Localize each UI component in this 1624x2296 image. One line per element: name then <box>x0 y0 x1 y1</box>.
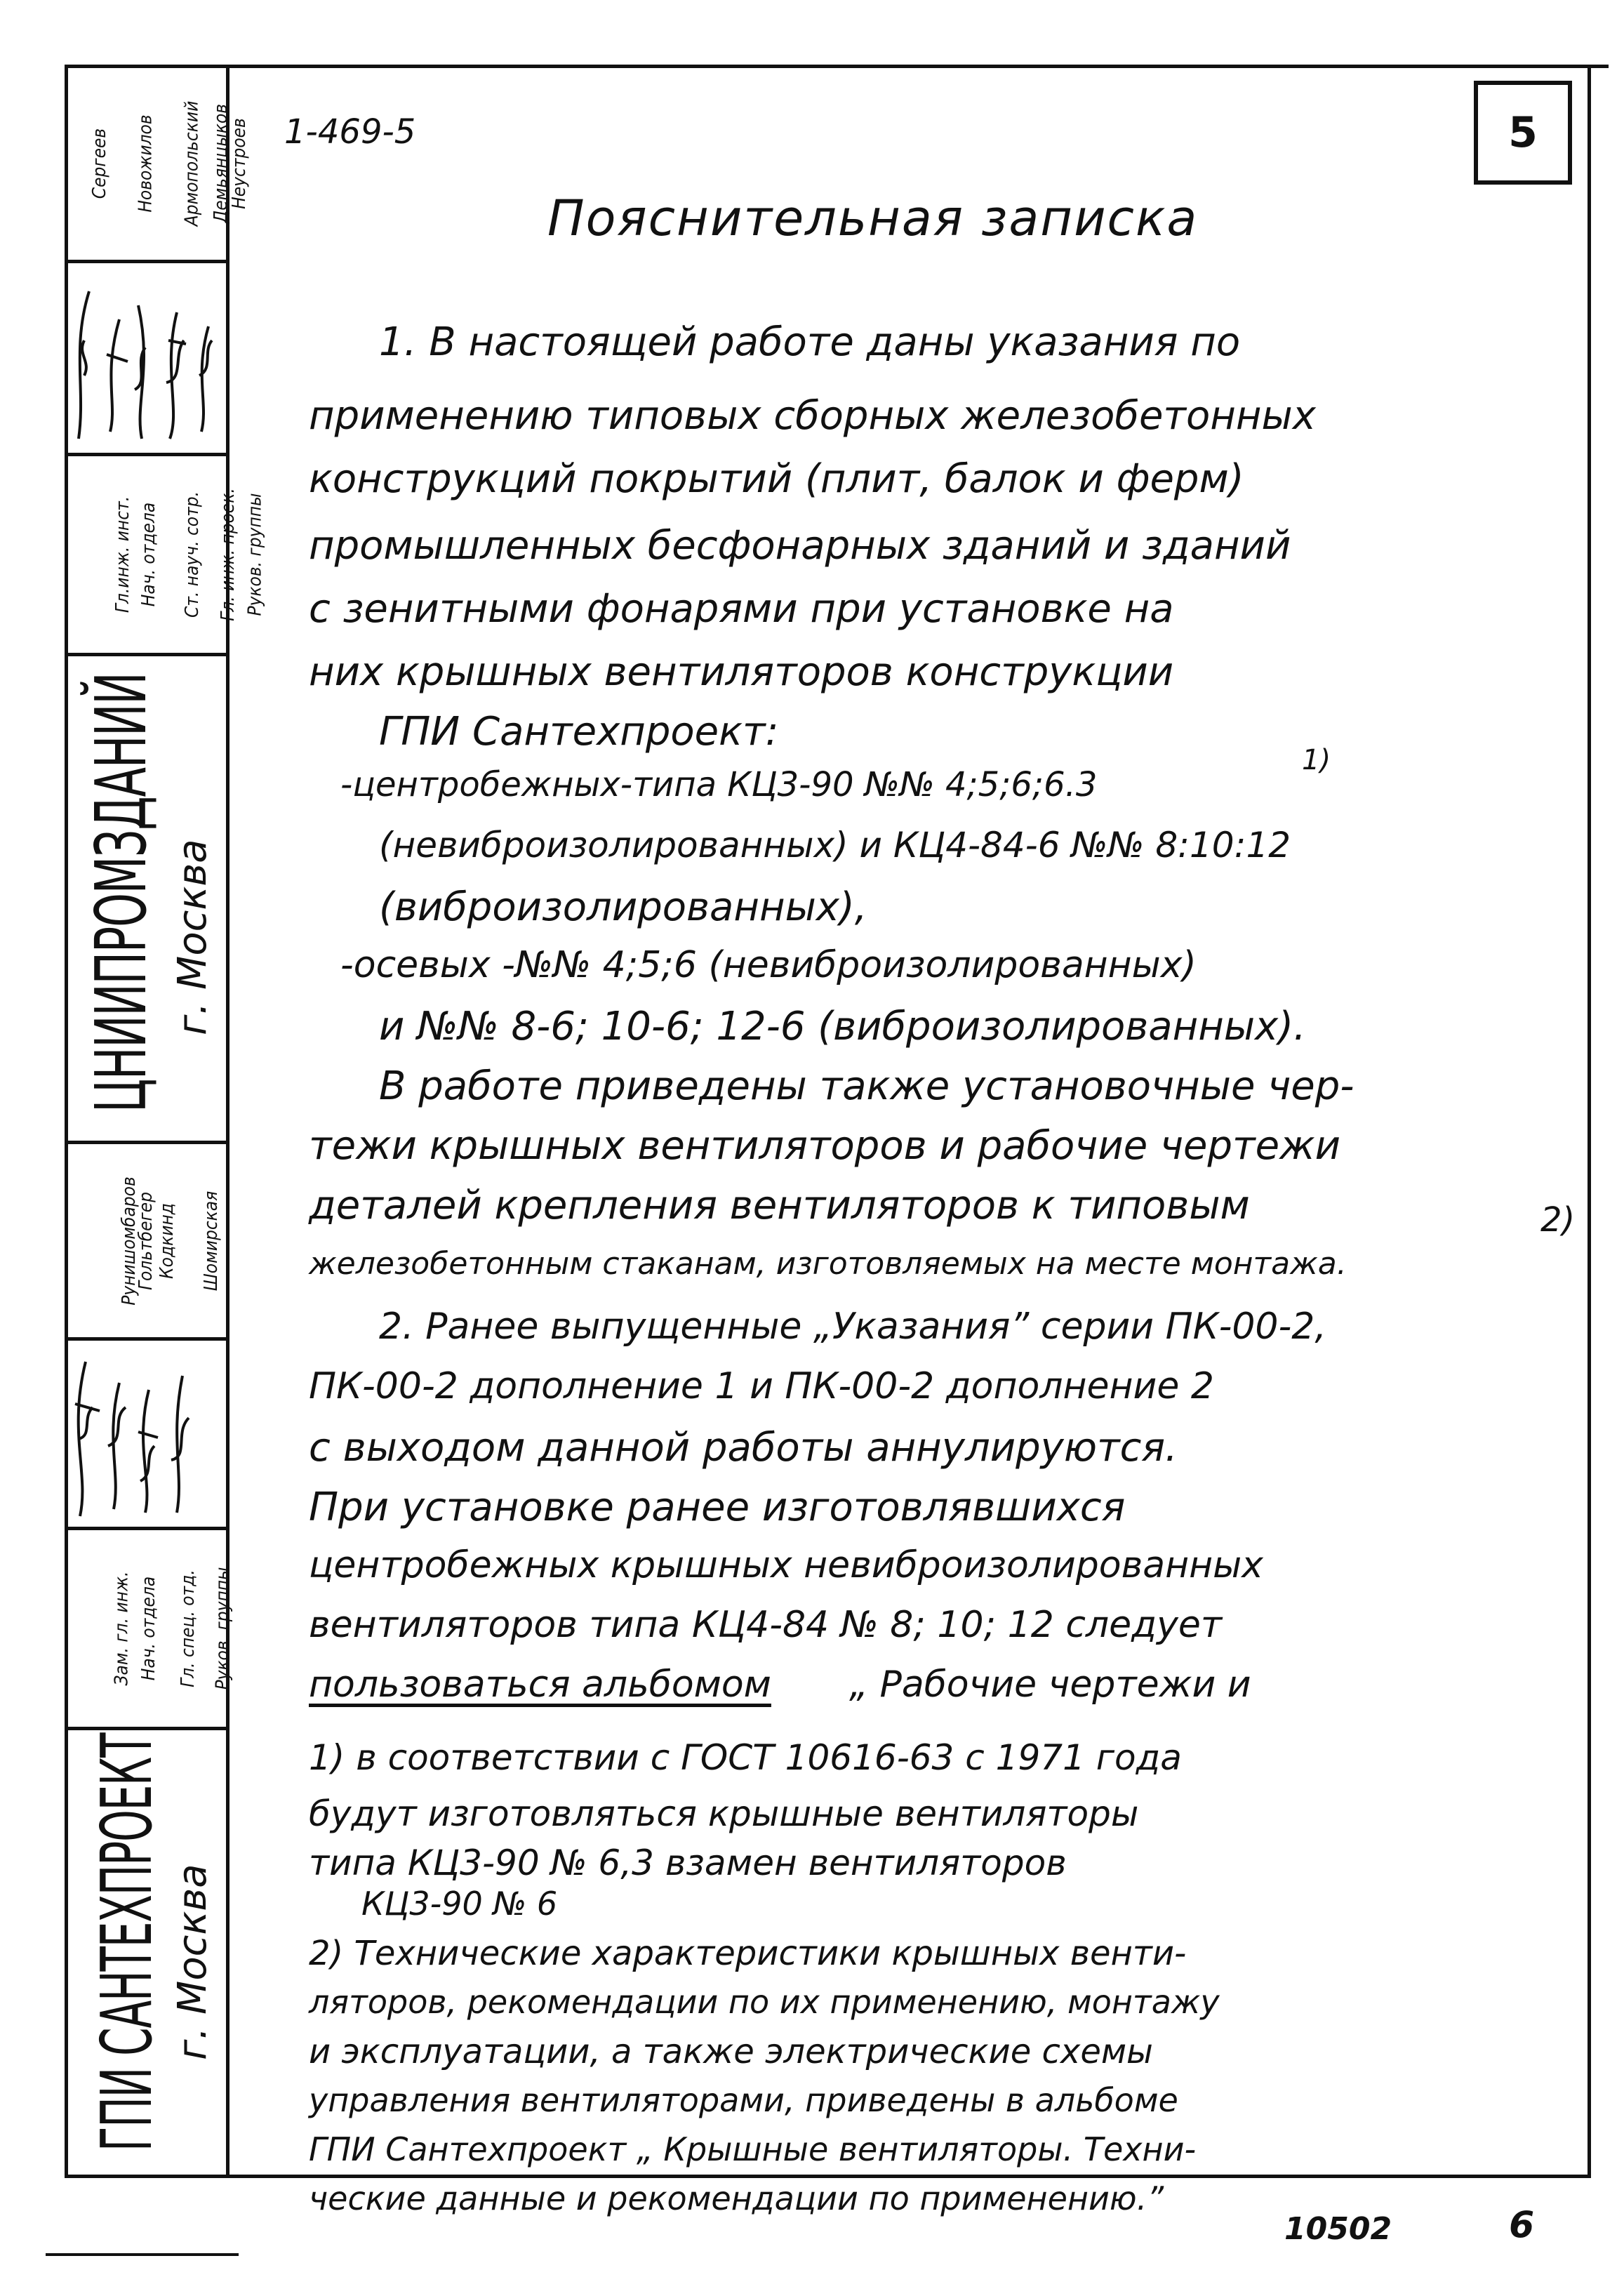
upper-name-2: Новожилов <box>135 114 157 213</box>
upper-role-1: Гл.инж. инст. <box>112 496 134 613</box>
footnote-line: и эксплуатации, а также электрические схемы <box>309 2032 1153 2071</box>
lower-role-2: Нач. отдела <box>138 1576 160 1681</box>
body-line: конструкций покрытий (плит, балок и ферм) <box>309 456 1244 502</box>
upper-name-1: Сергеев <box>89 128 111 199</box>
lower-role-3: Гл. спец. отд. <box>177 1570 199 1687</box>
body-line: центробежных крышных невиброизолированных <box>309 1544 1263 1586</box>
lower-name-3: Кодкинд <box>156 1202 178 1279</box>
body-line: При установке ранее изготовлявшихся <box>309 1485 1126 1530</box>
city-lower: г. Москва <box>170 1864 215 2060</box>
org-upper: ЦНИИПРОМЗДАНИЙ <box>80 672 162 1113</box>
body-line: и №№ 8-6; 10-6; 12-6 (виброизолированных). <box>379 1004 1306 1049</box>
body-line: с зенитными фонарями при установке на <box>309 586 1174 632</box>
body-line-underlined: пользоваться альбомом <box>309 1664 771 1706</box>
body-line: „ Рабочие чертежи и <box>849 1664 1251 1706</box>
upper-role-2: Нач. отдела <box>138 502 160 607</box>
footer-code: 10502 <box>1284 2211 1392 2247</box>
body-line: ГПИ Сантехпроект: <box>379 709 779 755</box>
body-line: тежи крышных вентиляторов и рабочие чертежи <box>309 1123 1340 1169</box>
body-line: железобетонным стаканам, изготовляемых на месте монтажа. <box>309 1246 1347 1282</box>
upper-name-3: Армопольский <box>181 100 203 226</box>
upper-name-5: Неустроев <box>228 117 250 209</box>
footer-page: 6 <box>1509 2204 1535 2246</box>
lower-name-2: Гольтбегер <box>135 1191 157 1290</box>
city-upper: г. Москва <box>170 839 215 1035</box>
body-line: них крышных вентиляторов конструкции <box>309 649 1174 695</box>
body-line: (невиброизолированных) и КЦ4-84-6 №№ 8:10:12 <box>379 825 1291 865</box>
footnote-line: ГПИ Сантехпроект „ Крышные вентиляторы. Техни- <box>309 2130 1197 2168</box>
lower-name-1: Рунишомбаров <box>118 1176 140 1306</box>
upper-role-5: Руков. группы <box>244 493 266 616</box>
body-line: вентиляторов типа КЦ4-84 № 8; 10; 12 следует <box>309 1604 1223 1646</box>
footnote-line: ческие данные и рекомендации по применению.” <box>309 2179 1164 2217</box>
body-line: с выходом данной работы аннулируются. <box>309 1425 1178 1471</box>
org-lower: ГПИ САНТЕХПРОЕКТ <box>86 1733 168 2151</box>
body-line: 1. В настоящей работе даны указания по <box>379 319 1241 365</box>
sheet-number: 5 <box>1508 108 1538 157</box>
body-line: деталей крепления вентиляторов к типовым <box>309 1183 1250 1228</box>
document-title: Пояснительная записка <box>547 190 1199 247</box>
lower-name-4: Шомирская <box>201 1190 222 1291</box>
upper-role-4: Гл. инж. проек. <box>217 488 239 621</box>
footnote-line: 1) в соответствии с ГОСТ 10616-63 с 1971 года <box>309 1737 1182 1778</box>
body-line: В работе приведены также установочные чер- <box>379 1063 1355 1109</box>
body-line: (виброизолированных), <box>379 884 867 930</box>
footnote-line: будут изготовляться крышные вентиляторы <box>309 1793 1139 1834</box>
footnote-mark-2: 2) <box>1540 1200 1576 1240</box>
footnote-line: управления вентиляторами, приведены в альбоме <box>309 2081 1178 2119</box>
body-line: -осевых -№№ 4;5;6 (невиброизолированных) <box>340 944 1197 986</box>
footnote-line: 2) Технические характеристики крышных венти- <box>309 1934 1187 1973</box>
footnote-line: ляторов, рекомендации по их применению, монтажу <box>309 1983 1220 2021</box>
lower-role-1: Зам. гл. инж. <box>111 1571 133 1686</box>
body-line: промышленных бесфонарных зданий и зданий <box>309 523 1291 569</box>
footnote-mark-1: 1) <box>1302 744 1331 776</box>
footnote-line: типа КЦ3-90 № 6,3 взамен вентиляторов <box>309 1843 1067 1883</box>
body-line: 2. Ранее выпущенные „Указания” серии ПК-00-2, <box>379 1306 1326 1348</box>
lower-role-4: Руков. группы <box>212 1567 234 1690</box>
body-line: применению типовых сборных железобетонных <box>309 393 1316 439</box>
document-code: 1-469-5 <box>284 112 416 152</box>
upper-role-3: Ст. науч. сотр. <box>182 491 204 618</box>
footnote-line: КЦ3-90 № 6 <box>361 1885 558 1923</box>
upper-name-4: Демьянцыков <box>211 103 232 223</box>
body-line: ПК-00-2 дополнение 1 и ПК-00-2 дополнение 2 <box>309 1365 1214 1407</box>
body-line: -центробежных-типа КЦ3-90 №№ 4;5;6;6.3 <box>340 765 1098 804</box>
